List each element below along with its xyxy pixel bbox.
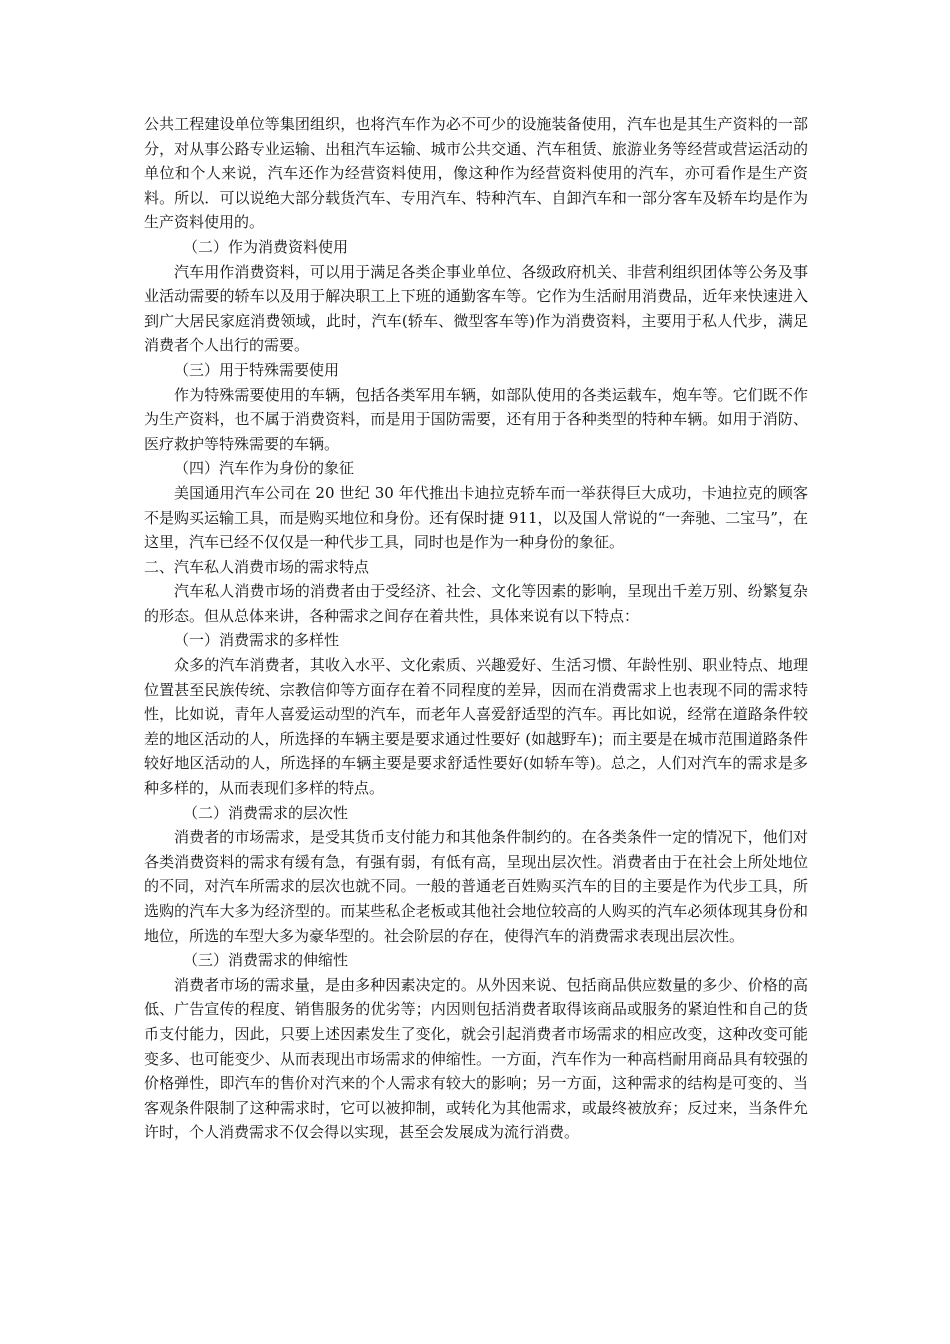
paragraph-status-symbol: 美国通用汽车公司在 20 世纪 30 年代推出卡迪拉克轿车而一举获得巨大成功，卡迪拉克的顾客不是购买运输工具，而是购买地位和身份。还有保时捷 911，以及国人常说的“一奔驰、二宝马”，在这里，汽车已经不仅仅是一种代步工具，同时也是作为一种身份的象征。 [144, 483, 808, 552]
subheading-elasticity: （三）消费需求的伸缩性 [183, 951, 349, 970]
section-heading-demand-features: 二、汽车私人消费市场的需求特点 [144, 557, 370, 576]
subheading-status-symbol: （四）汽车作为身份的象征 [174, 459, 355, 478]
paragraph-hierarchy: 消费者的市场需求，是受其货币支付能力和其他条件制约的。在各类条件一定的情况下，他们对各类消费资料的需求有缓有急，有强有弱，有低有高，呈现出层次性。消费者由于在社会上所处地位的不同，对汽车所需求的层次也就不同。一般的普通老百姓购买汽车的目的主要是作为代步工具，所选购的汽车大多为经济型的。而某些私企老板或其他社会地位较高的人购买的汽车必须体现其身份和地位，所选的车型大多为豪华型的。社会阶层的存在，使得汽车的消费需求表现出层次性。 [144, 828, 808, 945]
paragraph-diversity: 众多的汽车消费者，其收入水平、文化索质、兴趣爱好、生活习惯、年龄性别、职业特点、地理位置甚至民族传统、宗教信仰等方面存在着不同程度的差异，因而在消费需求上也表现不同的需求特性，比如说，青年人喜爱运动型的汽车，而老年人喜爱舒适型的汽车。再比如说，经常在道路条件较差的地区活动的人，所选择的车辆主要是要求通过性要好 (如越野车)；而主要是在城市范围道路条件较好地区活动的人，所选择的车辆主要是要求舒适性要好(如轿车等)。总之，人们对汽车的需求是多种多样的，从而表现们多样的特点。 [144, 656, 808, 798]
document-body [144, 112, 808, 1145]
paragraph-elasticity: 消费者市场的需求量，是由多种因素决定的。从外因来说、包括商品供应数量的多少、价格的高低、广告宣传的程度、销售服务的优劣等；内因则包括消费者取得该商品或服务的紧迫性和自己的货币支付能力，因此，只要上述因素发生了变化，就会引起消费者市场需求的相应改变，这种改变可能变多、也可能变少、从而表现出市场需求的伸缩性。一方面，汽车作为一种高档耐用商品具有较强的价格弹性，即汽车的售价对汽来的个人需求有较大的影响；另一方面，这种需求的结构是可变的、当客观条件限制了这种需求时，它可以被抑制，或转化为其他需求，或最终被放弃；反过来，当条件允许时，个人消费需求不仅会得以实现，甚至会发展成为流行消费。 [144, 975, 808, 1142]
subheading-special-use: （三）用于特殊需要使用 [174, 360, 340, 379]
subheading-hierarchy: （二）消费需求的层次性 [183, 803, 349, 822]
subheading-diversity: （一）消费需求的多样性 [174, 631, 340, 650]
subheading-consumer-use: （二）作为消费资料使用 [183, 237, 349, 256]
paragraph-demand-intro: 汽车私人消费市场的消费者由于受经济、社会、文化等因素的影响，呈现出千差万别、纷繁复杂的形态。但从总体来讲，各种需求之间存在着共性，具体来说有以下特点： [144, 582, 808, 625]
paragraph-production-use-continued: 公共工程建设单位等集团组织，也将汽车作为必不可少的设施装备使用，汽车也是其生产资料的一部分，对从事公路专业运输、出租汽车运输、城市公共交通、汽车租赁、旅游业务等经营或营运活动的单位和个人来说，汽车还作为经营资料使用，像这种作为经营资料使用的汽车，亦可看作是生产资料。所以．可以说绝大部分载货汽车、专用汽车、特种汽车、自卸汽车和一部分客车及轿车均是作为生产资料使用的。 [144, 115, 808, 232]
paragraph-special-use: 作为特殊需要使用的车辆，包括各类军用车辆，如部队使用的各类运载车，炮车等。它们既不作为生产资料，也不属于消费资料，而是用于国防需要，还有用于各种类型的特种车辆。如用于消防、医疗救护等特殊需要的车辆。 [144, 385, 808, 453]
paragraph-consumer-use: 汽车用作消费资料，可以用于满足各类企事业单位、各级政府机关、非营利组织团体等公务及事业活动需要的轿车以及用于解决职工上下班的通勤客车等。它作为生活耐用消费品，近年来快速进入到广大居民家庭消费领域，此时，汽车(轿车、微型客车等)作为消费资料，主要用于私人代步，满足消费者个人出行的需要。 [144, 262, 808, 355]
